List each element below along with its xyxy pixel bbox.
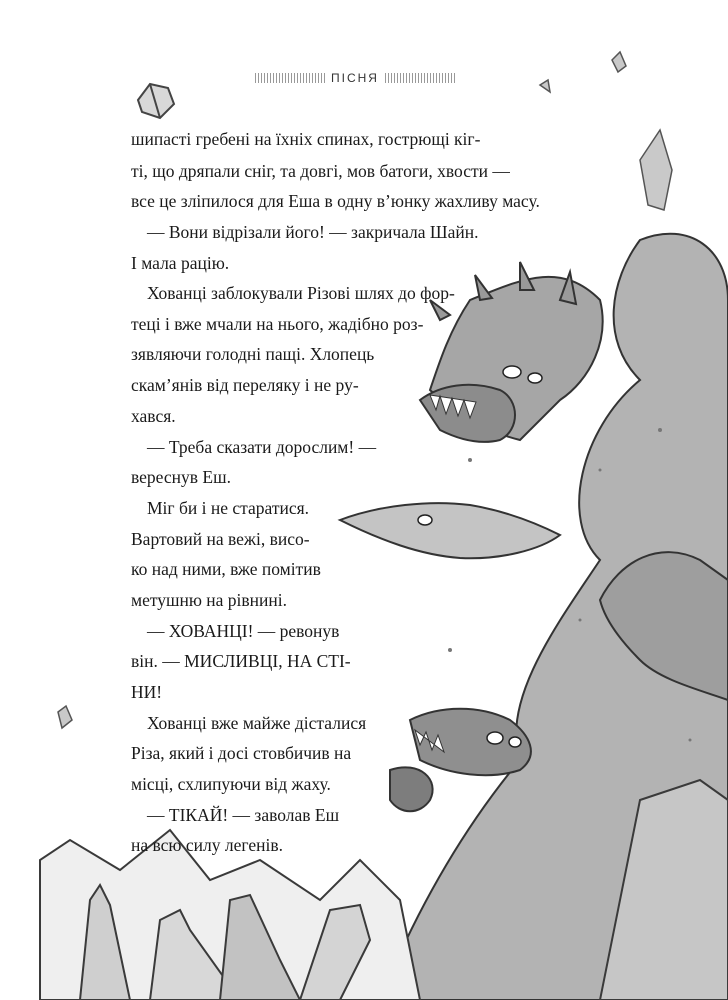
text-line: — ТІКАЙ! — заволав Еш [147,805,340,825]
monster-teeth [415,395,476,752]
text-line: Міг би і не старатися. [147,498,310,518]
text-line: місці, схлипуючи від жаху. [131,774,331,794]
text-line: ко над ними, вже помітив [131,559,321,579]
text-line: І мала рацію. [131,253,230,273]
text-line: Хованці вже майже дісталися [147,713,367,733]
text-line: теці і вже мчали на нього, жадібно роз- [131,314,424,334]
text-line: Вартовий на вежі, висо- [131,529,310,549]
text-line: Різа, який і досі стовбичив на [131,743,352,763]
text-line: все це зліпилося для Еша в одну в’юнку жахливу масу. [131,191,540,211]
running-header [250,70,460,85]
text-line: зявляючи голодні пащі. Хлопець [131,344,375,364]
text-line: — Вони відрізали його! — закричала Шайн. [147,222,479,242]
text-line: — Треба сказати дорослим! — [147,437,377,457]
text-line: хався. [131,406,176,426]
text-line: він. — МИСЛИВЦІ, НА СТІ- [131,651,351,671]
text-line: НИ! [131,682,163,702]
text-line: на всю силу легенів. [131,835,283,855]
grass-ornament-right [385,73,455,83]
grass-ornament-left [255,73,325,83]
header-title: ПІСНЯ [331,70,379,85]
text-line: метушню на рівнині. [131,590,288,610]
text-line: Хованці заблокували Різові шлях до фор- [147,283,455,303]
text-line: шипасті гребені на їхніх спинах, гострющі кіг- [131,129,481,149]
text-line: — ХОВАНЦІ! — ревонув [147,621,340,641]
text-line: ті, що дряпали сніг, та довгі, мов батоги, хвости — [131,161,510,181]
text-line: вереснув Еш. [131,467,231,487]
text-line: скам’янів від переляку і не ру- [131,375,359,395]
crystal-icon [138,84,174,118]
